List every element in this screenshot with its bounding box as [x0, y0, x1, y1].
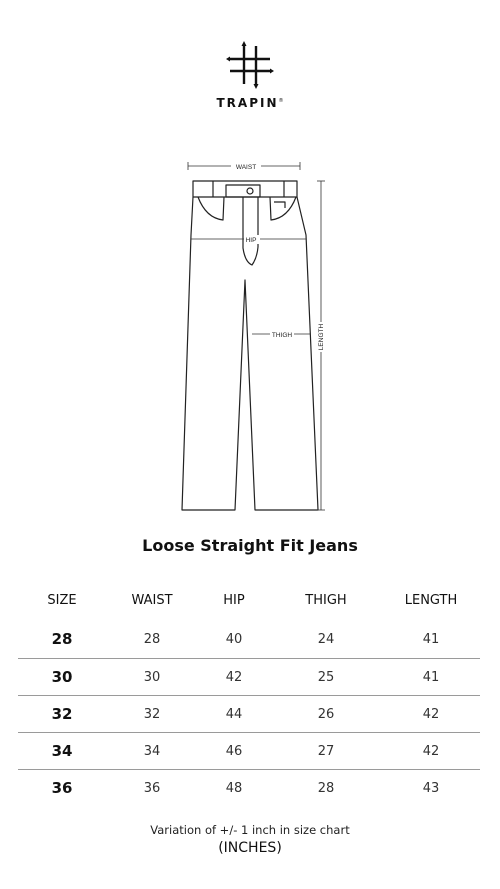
length-cell: 42 — [422, 706, 440, 722]
product-title: Loose Straight Fit Jeans — [142, 536, 358, 555]
waist-cell: 28 — [143, 631, 161, 647]
size-cell: 36 — [51, 779, 73, 797]
waist-cell: 34 — [143, 743, 161, 759]
length-label: LENGTH — [318, 323, 325, 351]
table-row — [18, 733, 480, 770]
table-row — [18, 696, 480, 733]
brand-logo — [0, 40, 500, 110]
waist-cell: 36 — [143, 780, 161, 796]
thigh-cell: 28 — [317, 780, 335, 796]
brand-name: TRAPIN® — [216, 96, 284, 110]
length-cell: 41 — [422, 669, 440, 685]
jeans-outline — [182, 181, 318, 510]
length-cell: 42 — [422, 743, 440, 759]
thigh-cell: 24 — [317, 631, 335, 647]
thigh-cell: 26 — [317, 706, 335, 722]
waist-label: WAIST — [235, 164, 257, 171]
table-header-row — [18, 580, 480, 620]
brand-mark-icon — [226, 40, 274, 90]
thigh-label: THIGH — [271, 332, 293, 339]
size-chart-table — [18, 580, 480, 806]
table-row — [18, 659, 480, 696]
units-label: (INCHES) — [218, 840, 282, 856]
header-size: SIZE — [47, 592, 77, 608]
length-cell: 41 — [422, 631, 440, 647]
jeans-diagram — [0, 150, 500, 520]
hip-cell: 40 — [225, 631, 243, 647]
waist-cell: 32 — [143, 706, 161, 722]
size-cell: 28 — [51, 630, 73, 648]
header-hip: HIP — [223, 592, 245, 608]
size-cell: 30 — [51, 668, 73, 686]
variation-note: Variation of +/- 1 inch in size chart — [150, 823, 350, 837]
hip-cell: 44 — [225, 706, 243, 722]
size-cell: 32 — [51, 705, 73, 723]
size-cell: 34 — [51, 742, 73, 760]
hip-cell: 46 — [225, 743, 243, 759]
table-row — [18, 620, 480, 659]
hip-cell: 42 — [225, 669, 243, 685]
thigh-cell: 25 — [317, 669, 335, 685]
hip-label: HIP — [245, 237, 257, 244]
header-thigh: THIGH — [305, 592, 347, 608]
header-length: LENGTH — [404, 592, 458, 608]
waist-cell: 30 — [143, 669, 161, 685]
thigh-cell: 27 — [317, 743, 335, 759]
length-cell: 43 — [422, 780, 440, 796]
table-row — [18, 770, 480, 807]
header-waist: WAIST — [131, 592, 173, 608]
hip-cell: 48 — [225, 780, 243, 796]
